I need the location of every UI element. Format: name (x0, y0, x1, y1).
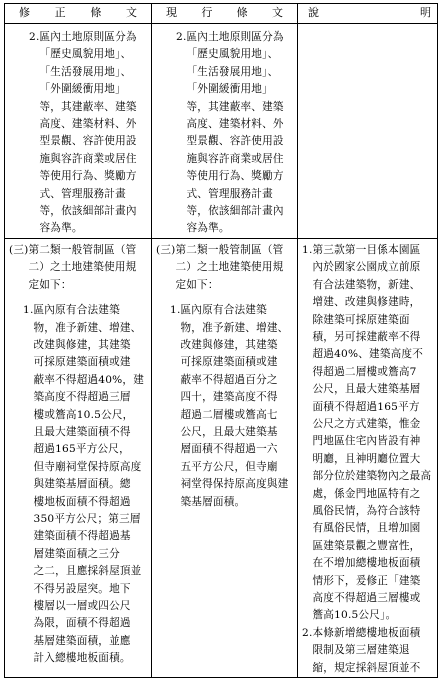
text-line: 之二，且應採斜屋頂並 (33, 565, 142, 578)
text-line: 公尺之方式建築，惟金 (312, 417, 421, 430)
text-line: 超過二層樓或簷高七 (180, 408, 278, 421)
text-line: 與建築基層面積。總 (33, 478, 131, 491)
header-current-text (152, 4, 298, 24)
text-line: 改建與修建，其建築 (180, 338, 278, 351)
explanation-cell (298, 24, 438, 239)
text-line: 區建築景觀之豐富性， (312, 539, 421, 552)
section-heading (175, 242, 294, 294)
text-line: 高度不得超過三層樓或 (312, 592, 421, 604)
text-line: 超過40%、建築高度不 (312, 348, 424, 361)
text-line: 區內土地原則區分為 (186, 31, 284, 43)
header-char: 條 (90, 6, 102, 19)
item-text (181, 302, 294, 511)
text-line: 蔽率不得超過百分之 (180, 373, 278, 386)
header-char: 明 (420, 6, 431, 19)
text-line: 式、管理服務計畫 (186, 187, 273, 200)
text-line: 第二類一般管制區（管 (175, 243, 284, 256)
text-line: 二）之土地建築使用規 (28, 261, 137, 274)
text-line: 超過165平方公尺， (33, 443, 130, 456)
text-line: 本條新增總樓地板面積 (312, 626, 421, 639)
item-text (313, 625, 435, 677)
text-line: 等使用行為、獎勵方 (39, 170, 137, 183)
text-line: 350平方公尺；第三層 (33, 512, 141, 525)
item-number: 2. (29, 31, 40, 43)
text-line: 改建與修建，其建築 (33, 338, 131, 351)
text-line: 等，依該細部計畫內 (39, 205, 137, 218)
text-line: 縮，規定採斜屋頂並不 (312, 661, 421, 674)
text-line: 五平方公尺，但寺廟 (180, 460, 278, 473)
text-line: 得超過二層樓或簷高7 (312, 365, 417, 378)
text-line: 式、管理服務計畫 (39, 187, 126, 200)
text-line: 明廳，且神明廳位置大 (312, 452, 421, 465)
item-text (40, 29, 147, 238)
text-line: 風俗民情，為符合該特 (312, 504, 421, 517)
text-line: 物，准予新建、增建、 (180, 321, 289, 334)
text-line: 計入總樓地板面積。 (33, 652, 131, 665)
header-char: 說 (308, 6, 319, 19)
table-row (5, 24, 438, 239)
text-line: 在不增加總樓地板面積 (312, 557, 421, 570)
text-line: 限制及第三層建築退 (312, 644, 410, 657)
text-line: 等使用行為、獎勵方 (186, 170, 284, 183)
explanation-cell (298, 238, 438, 677)
text-line: 高度、建築材料、外 (39, 118, 137, 131)
explanation-item (302, 625, 435, 677)
text-line: 簷高10.5公尺」。 (312, 609, 397, 622)
text-line: 公尺，且最大建築基 (180, 425, 278, 438)
explanation-item (302, 242, 435, 625)
text-line: 樓地板面積不得超過 (33, 495, 131, 508)
text-line: 容為準。 (39, 222, 83, 235)
text-line: 除建築可採原建築面 (312, 313, 410, 326)
text-line: 區內土地原則區分為 (39, 31, 137, 43)
item-number: 1. (23, 304, 34, 317)
header-char: 文 (125, 6, 137, 19)
text-line: 「外圍緩衝用地」 (186, 83, 273, 96)
text-line: 樓或簷高10.5公尺， (33, 408, 134, 421)
text-line: 築高度不得超過三層 (33, 391, 131, 404)
text-line: 第二類一般管制區（管 (28, 243, 137, 256)
text-line: 處，係金門地區特有之 (312, 487, 421, 500)
text-line: 樓層以一層或四公尺 (33, 600, 131, 612)
text-line: 部分位於建築物內之最高 (312, 470, 432, 483)
text-line: 施與容許商業或居住 (39, 152, 137, 165)
amended-cell (5, 238, 152, 677)
text-line: 第三款第一目係本園區 (312, 243, 421, 256)
text-line: 基層建築面積，並應 (33, 634, 131, 647)
item-number: 2. (176, 31, 187, 43)
text-line: 等，其建蔽率、建築 (186, 100, 284, 113)
text-line: 祠堂得保持原高度與建 (180, 478, 289, 491)
section-number: (三) (9, 243, 29, 256)
text-line: 門地區住宅內皆設有神 (312, 435, 421, 448)
text-line: 可採原建築面積或建 (180, 356, 278, 369)
text-line: 可採原建築面積或建 (33, 356, 131, 369)
text-line: 層建築面積之三分 (33, 547, 120, 560)
text-line: 二）之土地建築使用規 (175, 261, 284, 274)
header-char: 條 (236, 6, 248, 19)
table-row (5, 238, 438, 677)
text-line: 物，准予新建、增建、 (33, 321, 142, 334)
header-char: 正 (54, 6, 66, 19)
text-line: 等，依該細部計畫內 (186, 205, 284, 218)
current-cell (152, 24, 298, 239)
text-line: 內於國家公園成立前原 (312, 261, 421, 274)
text-line: 建築面積不得超過基 (33, 530, 131, 543)
text-line: 「歷史風貌用地」、 (186, 48, 279, 61)
header-char: 文 (271, 6, 283, 19)
text-line: 定如下： (175, 278, 219, 291)
text-line: 面積不得超過165平方 (312, 400, 420, 413)
text-line: 「生活發展用地」、 (186, 65, 279, 78)
text-line: 但寺廟祠堂保持原高度 (33, 460, 142, 473)
text-line: 型景觀、容許使用設 (39, 135, 137, 148)
text-line: 區內原有合法建築 (33, 304, 120, 317)
text-line: 為限，面積不得超過 (33, 617, 131, 630)
text-line: 「生活發展用地」、 (39, 65, 132, 78)
section-heading (28, 242, 148, 294)
item-text (187, 29, 293, 238)
text-line: 四十，建築高度不得 (180, 391, 278, 404)
header-char: 行 (201, 6, 213, 19)
text-line: 情形下，爰修正「建築 (312, 574, 421, 587)
text-line: 蔽率不得超過40%，建 (33, 373, 145, 386)
text-line: 型景觀、容許使用設 (186, 135, 284, 148)
item-number: 1. (170, 304, 181, 317)
text-line: 有風俗民情，且增加園 (312, 522, 421, 535)
header-char: 修 (19, 6, 30, 19)
item-text (34, 302, 148, 668)
text-line: 層面積不得超過一六 (180, 443, 278, 456)
item-number: 1. (302, 243, 313, 256)
text-line: 有合法建築物，新建、 (312, 278, 421, 291)
text-line: 「歷史風貌用地」、 (39, 48, 132, 61)
text-line: 且最大建築面積不得 (33, 425, 131, 438)
text-line: 增建、改建與修建時， (312, 296, 421, 309)
text-line: 施與容許商業或居住 (186, 152, 284, 165)
item-text (313, 242, 435, 625)
text-line: 定如下： (28, 278, 72, 291)
comparison-table (4, 3, 438, 678)
header-char: 現 (166, 6, 177, 19)
amended-cell (5, 24, 152, 239)
text-line: 容為準。 (186, 222, 230, 235)
text-line: 不得另設屋突。地下 (33, 582, 131, 595)
text-line: 積，另可採建蔽率不得 (312, 330, 421, 343)
text-line: 築基層面積。 (180, 495, 246, 508)
item-number: 2. (302, 626, 313, 639)
text-line: 等，其建蔽率、建築 (39, 100, 137, 113)
section-number: (三) (156, 243, 176, 256)
header-explanation (298, 4, 438, 24)
text-line: 「外圍緩衝用地」 (39, 83, 126, 96)
current-cell (152, 238, 298, 677)
header-amended-text (5, 4, 152, 24)
text-line: 區內原有合法建築 (180, 304, 267, 317)
text-line: 高度、建築材料、外 (186, 118, 284, 131)
header-row (5, 4, 438, 24)
text-line: 公尺，且最大建築基層 (312, 383, 421, 396)
